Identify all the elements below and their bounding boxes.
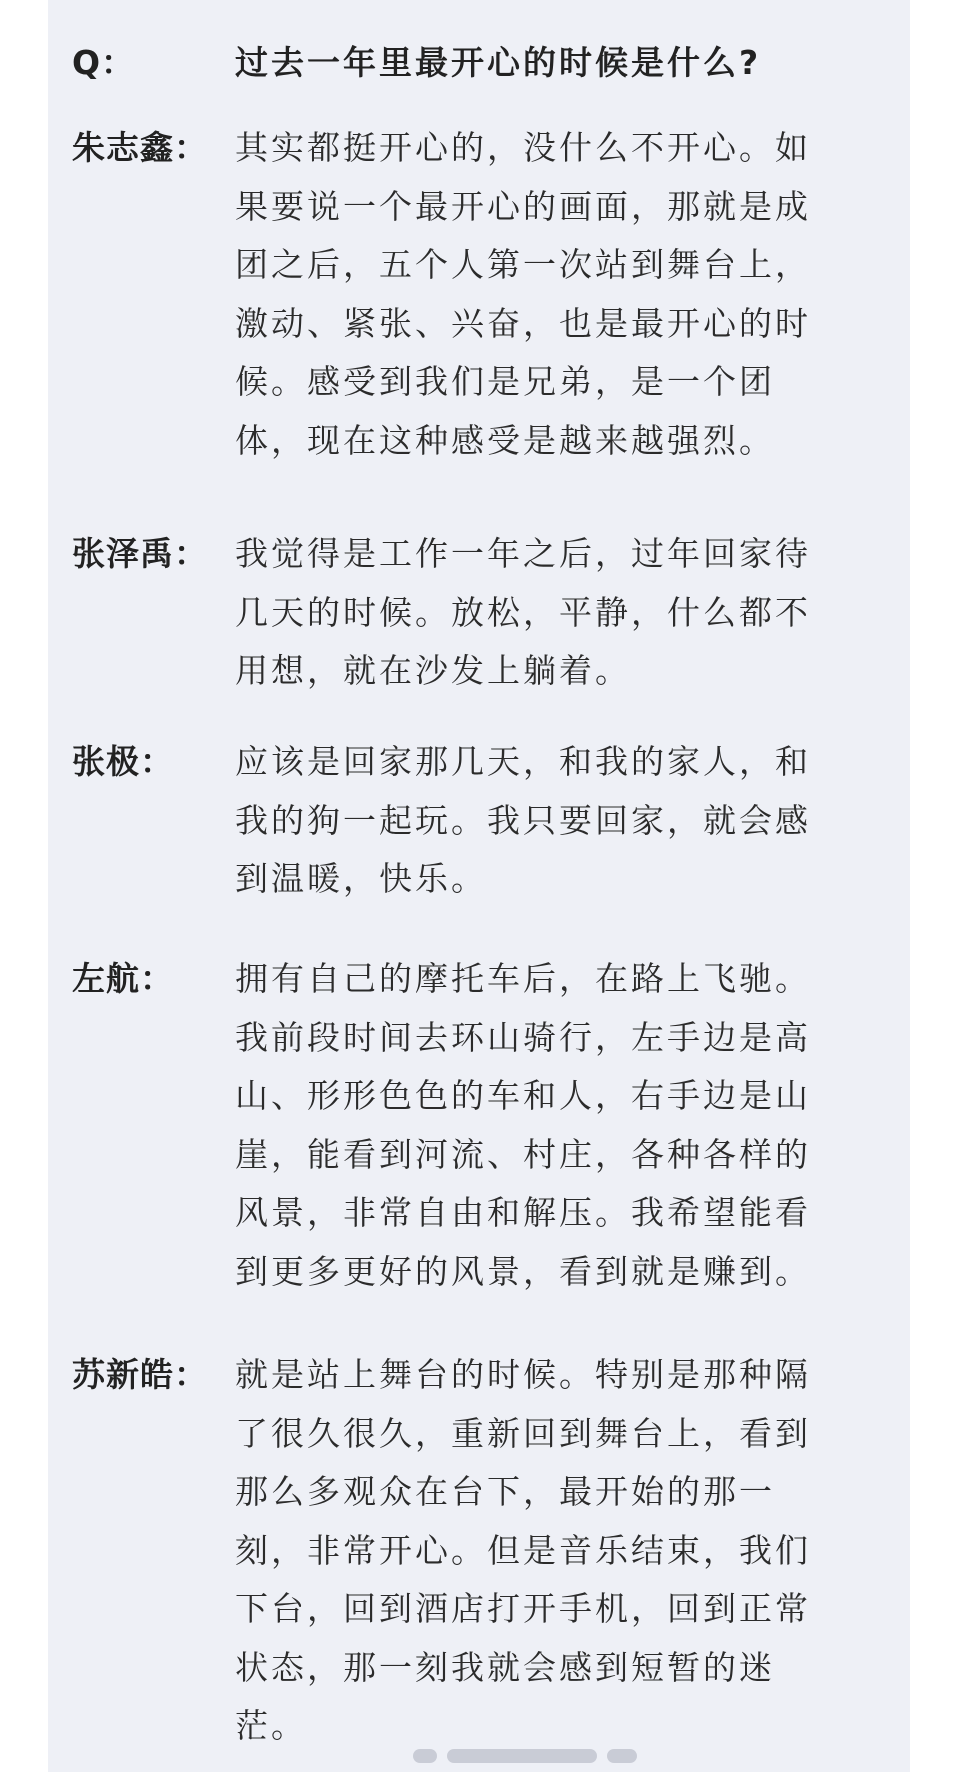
answer-line: 我的狗一起玩。我只要回家，就会感 [235, 800, 811, 840]
answer-line: 拥有自己的摩托车后，在路上飞驰。 [235, 959, 811, 998]
speaker-name: 张极： [72, 742, 174, 781]
answer-text [235, 950, 885, 1301]
speaker-name: 左航： [72, 959, 174, 998]
watermark-blur [413, 1749, 437, 1763]
answer-line: 我觉得是工作一年之后，过年回家待 [235, 534, 811, 573]
answer-line: 了很久很久，重新回到舞台上，看到 [235, 1413, 811, 1453]
answer-line: 体，现在这种感受是越来越强烈。 [235, 420, 775, 460]
answer-line: 茫。 [235, 1706, 307, 1745]
answer-line: 下台，回到酒店打开手机，回到正常 [235, 1589, 811, 1628]
answer-line: 就是站上舞台的时候。特别是那种隔 [235, 1355, 811, 1394]
answer-text [235, 1346, 885, 1756]
answer-line: 崖，能看到河流、村庄，各种各样的 [235, 1134, 811, 1174]
answer-line: 其实都挺开心的，没什么不开心。如 [235, 128, 811, 167]
answer-line: 应该是回家那几天，和我的家人，和 [235, 742, 811, 781]
interview-card [48, 0, 910, 1772]
answer-line: 果要说一个最开心的画面，那就是成 [235, 186, 811, 226]
answer-line: 候。感受到我们是兄弟，是一个团 [235, 362, 775, 401]
answer-line: 团之后，五个人第一次站到舞台上， [235, 245, 811, 284]
question-label: Q： [72, 43, 136, 82]
answer-line: 状态，那一刻我就会感到短暂的迷 [235, 1647, 775, 1687]
watermark-blur [607, 1749, 637, 1763]
answer-line: 刻，非常开心。但是音乐结束，我们 [235, 1530, 811, 1570]
speaker-name: 张泽禹： [72, 534, 208, 573]
answer-line: 几天的时候。放松，平静，什么都不 [235, 592, 811, 632]
answer-line: 用想，就在沙发上躺着。 [235, 651, 631, 690]
answer-text [235, 119, 885, 470]
watermark-blur [447, 1749, 597, 1763]
answer-line: 到更多更好的风景，看到就是赚到。 [235, 1251, 811, 1291]
question-line: 过去一年里最开心的时候是什么? [235, 43, 762, 82]
speaker-name: 朱志鑫： [72, 128, 208, 167]
answer-line: 激动、紧张、兴奋，也是最开心的时 [235, 303, 811, 343]
answer-text [235, 525, 885, 701]
question-text [235, 34, 885, 93]
answer-line: 到温暖，快乐。 [235, 859, 487, 898]
answer-line: 那么多观众在台下，最开始的那一 [235, 1472, 775, 1511]
watermark [413, 1745, 643, 1767]
answer-text [235, 733, 885, 909]
speaker-name: 苏新皓： [72, 1355, 208, 1394]
answer-line: 山、形形色色的车和人，右手边是山 [235, 1076, 811, 1115]
answer-line: 我前段时间去环山骑行，左手边是高 [235, 1017, 811, 1057]
answer-line: 风景，非常自由和解压。我希望能看 [235, 1193, 811, 1232]
